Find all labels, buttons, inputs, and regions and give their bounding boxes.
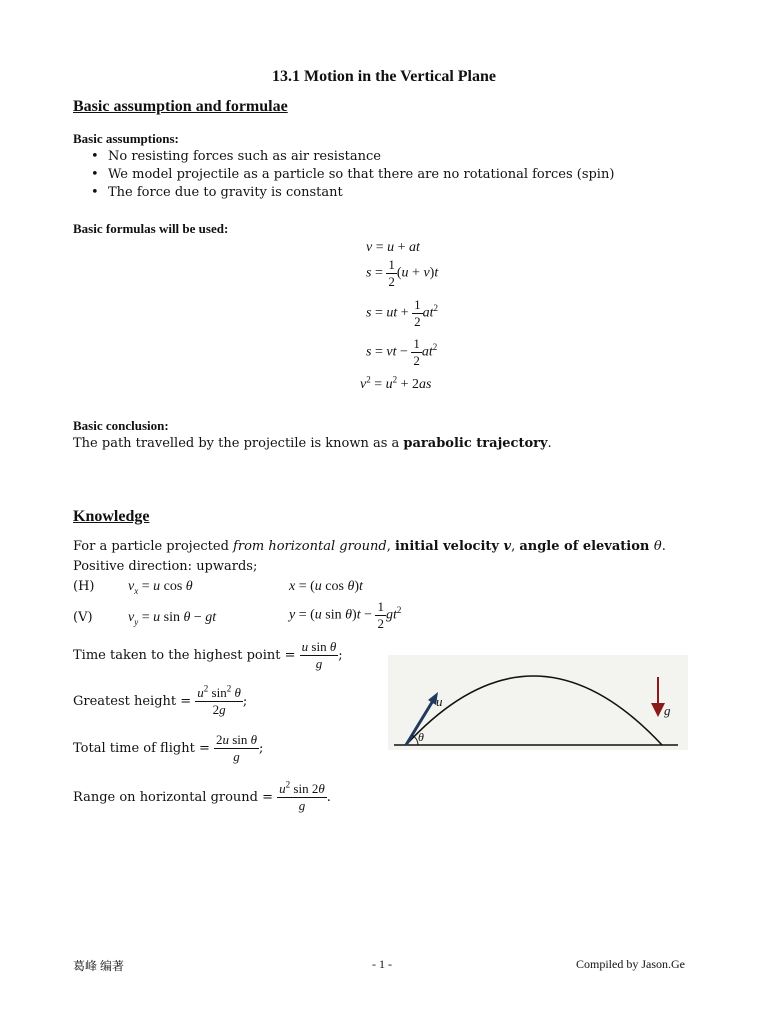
range-horizontal: Range on horizontal ground = $\frac{u^2 \sin 2\theta}{g}$ .	[73, 779, 331, 813]
section-heading-basic: Basic assumption and formulae	[73, 98, 288, 115]
greatest-height: Greatest height = $\frac{u^2 \sin^2 \theta}{2g}$ ;	[73, 683, 248, 717]
list-item: • We model projectile as a particle so that there are no rotational forces (spin)	[73, 166, 614, 184]
formula-y: y = (u sin θ)t − $\frac{1}{2}$ $gt^2$	[289, 599, 402, 631]
conclusion-text: The path travelled by the projectile is known as a parabolic trajectory.	[73, 436, 552, 451]
section-heading-knowledge: Knowledge	[73, 508, 150, 525]
formula-s-vt: s = vt − $\frac{1}{2}$ $at^2$	[366, 336, 438, 368]
formula-x: x = (u cos θ)t	[289, 579, 363, 594]
horizontal-label: (H)	[73, 579, 95, 594]
vertical-label: (V)	[73, 610, 93, 625]
label-g: g	[664, 703, 671, 718]
knowledge-intro: For a particle projected from horizontal ground, initial velocity v, angle of elevation θ.	[73, 539, 666, 554]
formula-vx: $v_x = u$ cos θ	[128, 579, 193, 596]
assumptions-list	[73, 148, 614, 202]
formula-v-u-at: v = u + at	[366, 240, 420, 255]
page-title: 13.1 Motion in the Vertical Plane	[272, 68, 496, 85]
list-item: • The force due to gravity is constant	[73, 184, 614, 202]
label-theta: θ	[418, 730, 424, 744]
projectile-diagram	[388, 655, 688, 750]
total-time-of-flight: Total time of flight = $\frac{\text{2u sin θ}}{g}$ ;	[73, 732, 264, 764]
formula-s-average: s = $\frac{1}{2}$ (u + v)t	[366, 257, 439, 289]
list-item: • No resisting forces such as air resistance	[73, 148, 614, 166]
time-highest-point: Time taken to the highest point = $\frac{\text{u sin θ}}{g}$ ;	[73, 639, 343, 671]
positive-direction: Positive direction: upwards;	[73, 559, 258, 574]
parabolic-trajectory: parabolic trajectory	[403, 436, 548, 451]
footer-compiler: Compiled by Jason.Ge	[576, 957, 685, 971]
formula-s-ut: s = ut + $\frac{1}{2}$ $at^2$	[366, 297, 439, 329]
conclusion-heading: Basic conclusion:	[73, 418, 169, 433]
label-u: u	[436, 694, 443, 709]
formulas-heading: Basic formulas will be used:	[73, 221, 229, 236]
footer-author: 葛峰 编著	[73, 959, 125, 973]
formula-vy: $v_y = u$ sin θ − gt	[128, 610, 217, 627]
footer-page-number: - 1 -	[372, 957, 392, 971]
formula-v-squared: $v^2 = u^2 + 2as$	[360, 374, 432, 392]
assumptions-heading: Basic assumptions:	[73, 131, 179, 146]
